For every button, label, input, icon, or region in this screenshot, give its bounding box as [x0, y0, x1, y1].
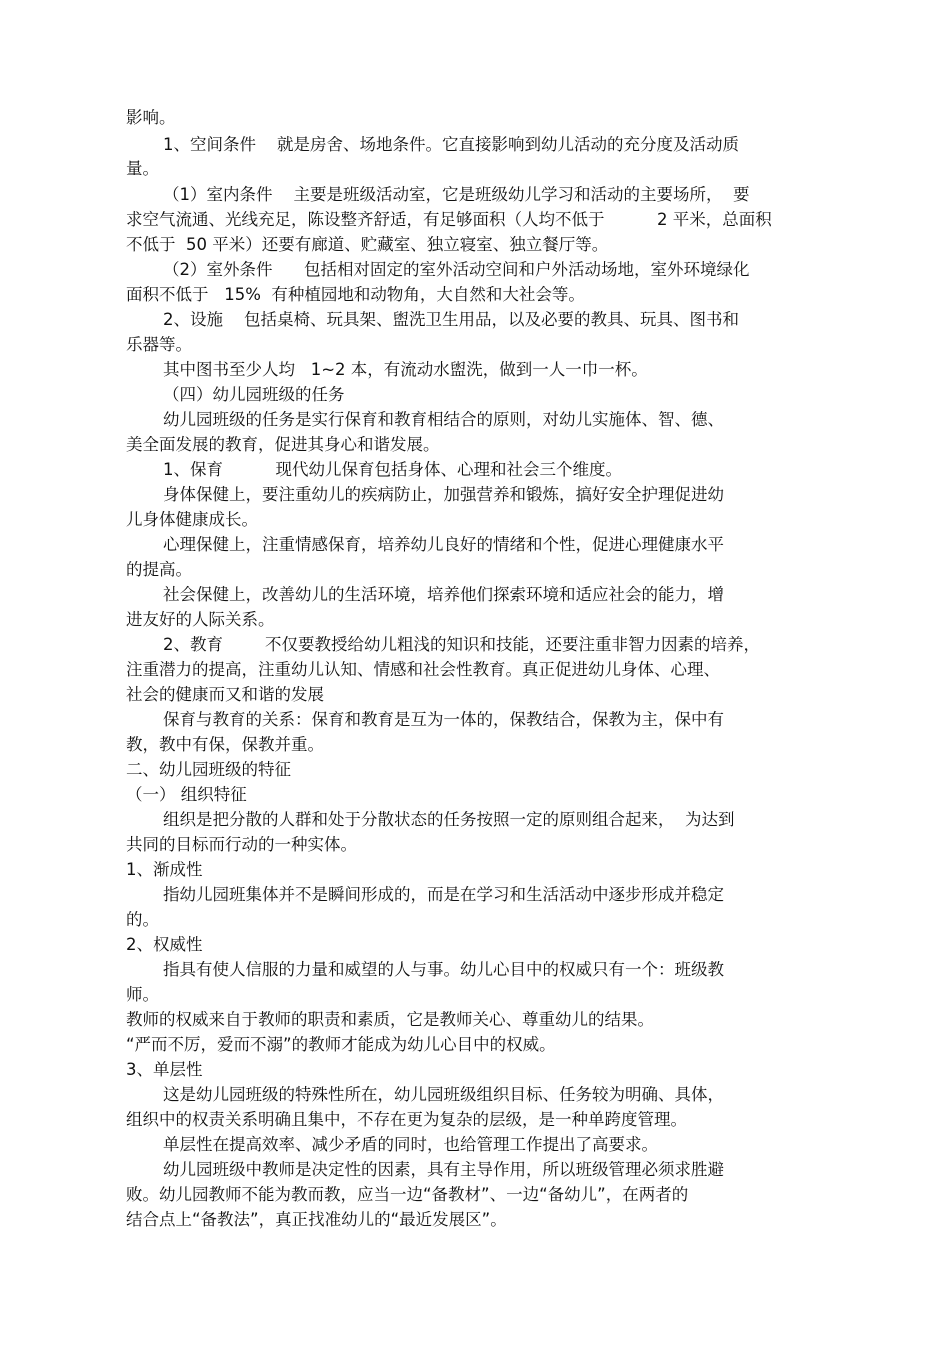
- text-line: 面积不低于 15% 有种植园地和动物角，大自然和大社会等。: [126, 285, 585, 304]
- text-line: 进友好的人际关系。: [126, 610, 275, 629]
- text-line: 美全面发展的教育，促进其身心和谐发展。: [126, 435, 440, 454]
- text-line: 幼儿园班级中教师是决定性的因素，具有主导作用，所以班级管理必须求胜避: [163, 1160, 724, 1179]
- text-line: 量。: [126, 159, 159, 178]
- text-line: 组织中的权责关系明确且集中，不存在更为复杂的层级，是一种单跨度管理。: [126, 1110, 687, 1129]
- text-line: 教，教中有保，保教并重。: [126, 735, 324, 754]
- text-line: 2、教育 不仅要教授给幼儿粗浅的知识和技能，还要注重非智力因素的培养，: [163, 635, 760, 654]
- text-line: 1、保育 现代幼儿保育包括身体、心理和社会三个维度。: [163, 460, 622, 479]
- text-line: 其中图书至少人均 1~2 本，有流动水盥洗，做到一人一巾一杯。: [163, 360, 648, 379]
- text-line: 乐器等。: [126, 335, 192, 354]
- text-line: 教师的权威来自于教师的职责和素质，它是教师关心、尊重幼儿的结果。: [126, 1010, 654, 1029]
- text-line: 指具有使人信服的力量和威望的人与事。幼儿心目中的权威只有一个：班级教: [163, 960, 724, 979]
- text-line: 幼儿园班级的任务是实行保育和教育相结合的原则，对幼儿实施体、智、德、: [163, 410, 724, 429]
- text-line: “严而不厉，爱而不溺”的教师才能成为幼儿心目中的权威。: [126, 1035, 556, 1054]
- text-line: 注重潜力的提高，注重幼儿认知、情感和社会性教育。真正促进幼儿身体、心理、: [126, 660, 720, 679]
- section-heading: 二、幼儿园班级的特征: [126, 760, 291, 779]
- text-line: 儿身体健康成长。: [126, 510, 258, 529]
- section-heading: 1、渐成性: [126, 860, 203, 879]
- text-line: 共同的目标而行动的一种实体。: [126, 835, 357, 854]
- text-line: 求空气流通、光线充足，陈设整齐舒适，有足够面积（人均不低于 2 平米，总面积: [126, 210, 772, 229]
- text-line: 身体保健上，要注重幼儿的疾病防止，加强营养和锻炼，搞好安全护理促进幼: [163, 485, 724, 504]
- text-line: 败。幼儿园教师不能为教而教，应当一边“备教材”、一边“备幼儿”，在两者的: [126, 1185, 689, 1204]
- text-line: 不低于 50 平米）还要有廊道、贮藏室、独立寝室、独立餐厅等。: [126, 235, 609, 254]
- text-line: （2）室外条件 包括相对固定的室外活动空间和户外活动场地，室外环境绿化: [163, 260, 750, 279]
- text-line: 师。: [126, 985, 159, 1004]
- text-line: 结合点上“备教法”，真正找准幼儿的“最近发展区”。: [126, 1210, 507, 1229]
- section-heading: （四）幼儿园班级的任务: [163, 385, 345, 404]
- section-heading: （一） 组织特征: [126, 785, 247, 804]
- text-line: 2、设施 包括桌椅、玩具架、盥洗卫生用品，以及必要的教具、玩具、图书和: [163, 310, 739, 329]
- text-line: 这是幼儿园班级的特殊性所在，幼儿园班级组织目标、任务较为明确、具体，: [163, 1085, 724, 1104]
- section-heading: 2、权威性: [126, 935, 203, 954]
- text-line: （1）室内条件 主要是班级活动室，它是班级幼儿学习和活动的主要场所， 要: [163, 185, 750, 204]
- text-line: 组织是把分散的人群和处于分散状态的任务按照一定的原则组合起来， 为达到: [163, 810, 735, 829]
- text-line: 单层性在提高效率、减少矛盾的同时，也给管理工作提出了高要求。: [163, 1135, 658, 1154]
- text-line: 社会保健上，改善幼儿的生活环境，培养他们探索环境和适应社会的能力，增: [163, 585, 724, 604]
- text-line: 心理保健上，注重情感保育，培养幼儿良好的情绪和个性，促进心理健康水平: [163, 535, 724, 554]
- text-line: 影响。: [126, 108, 176, 127]
- text-line: 1、空间条件 就是房舍、场地条件。它直接影响到幼儿活动的充分度及活动质: [163, 135, 739, 154]
- text-line: 的提高。: [126, 560, 192, 579]
- section-heading: 3、单层性: [126, 1060, 203, 1079]
- text-line: 的。: [126, 910, 159, 929]
- text-line: 保育与教育的关系：保育和教育是互为一体的，保教结合，保教为主，保中有: [163, 710, 724, 729]
- text-line: 社会的健康而又和谐的发展: [126, 685, 324, 704]
- text-line: 指幼儿园班集体并不是瞬间形成的，而是在学习和生活活动中逐步形成并稳定: [163, 885, 724, 904]
